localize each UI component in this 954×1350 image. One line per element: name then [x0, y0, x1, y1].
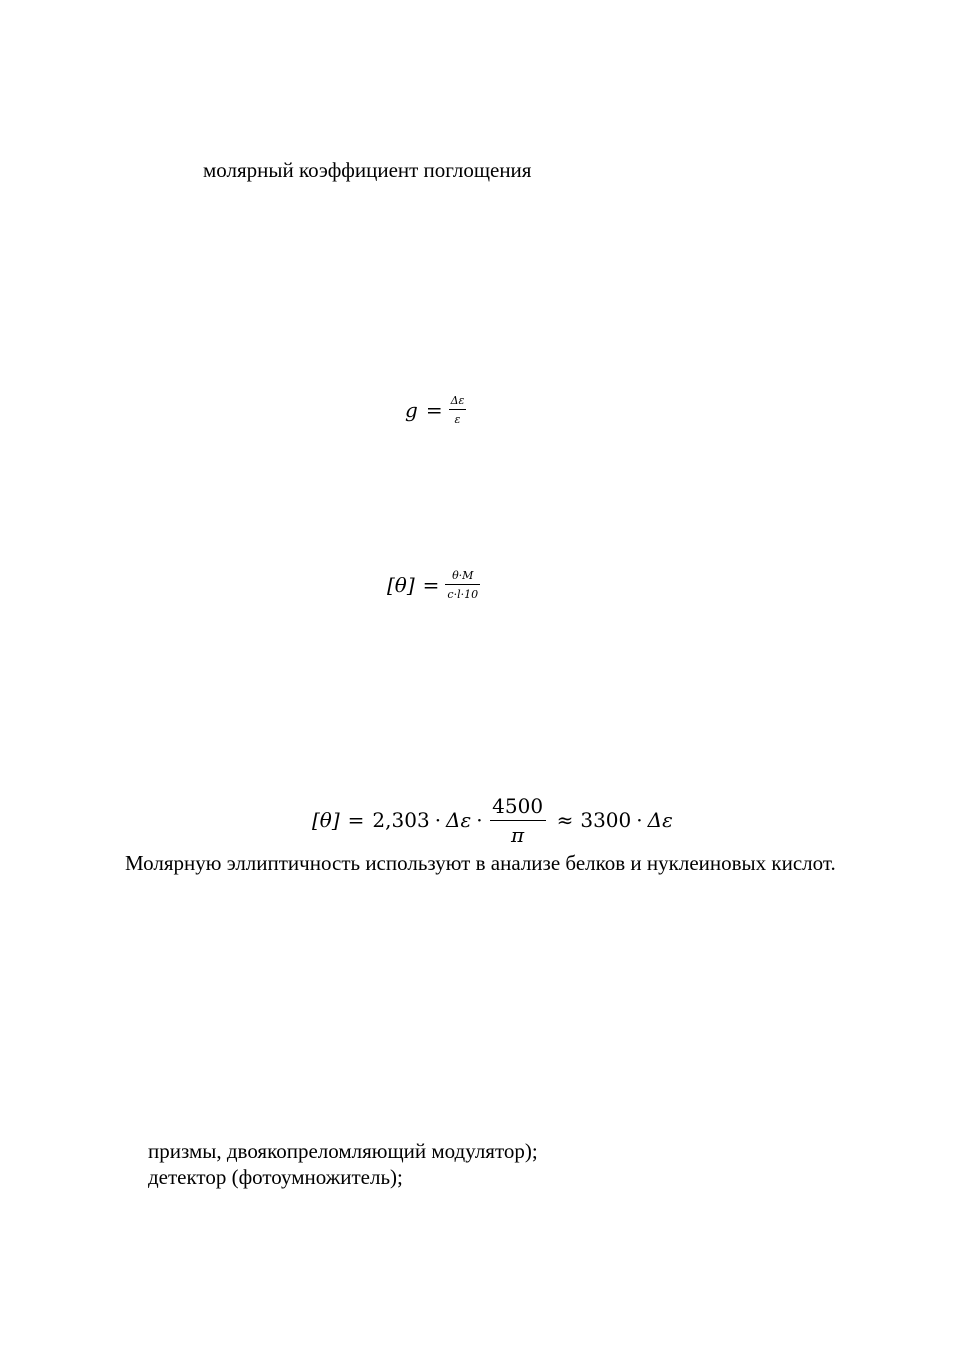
formula-equals: = — [425, 398, 443, 422]
formula-ellipticity-conversion — [312, 790, 673, 850]
formula-dot: · — [434, 808, 442, 832]
fraction-numerator: θ·M — [452, 569, 474, 582]
fraction-numerator: 4500 — [492, 793, 544, 818]
formula-fraction — [490, 793, 546, 847]
text-line-prisms-modulator: призмы, двоякопреломляющий модулятор); — [148, 1139, 538, 1163]
formula-delta-epsilon: Δε — [647, 808, 673, 832]
fraction-denominator: π — [511, 822, 525, 847]
formula-dissymmetry-factor — [405, 388, 466, 432]
formula-molar-ellipticity — [387, 563, 480, 607]
formula-dot: · — [636, 808, 643, 832]
formula-delta-epsilon: Δε — [446, 808, 472, 832]
text-line-molar-absorption: молярный коэффициент поглощения — [203, 158, 532, 182]
formula-fraction — [449, 395, 467, 425]
formula-lhs: g — [405, 398, 418, 422]
fraction-numerator: Δε — [450, 394, 465, 407]
text-line-detector: детектор (фотоумножитель); — [148, 1165, 403, 1189]
formula-lhs: [θ] — [387, 573, 415, 597]
formula-dot: · — [476, 808, 483, 832]
formula-equals: = — [422, 573, 440, 597]
text-line-molar-ellipticity-usage: Молярную эллиптичность используют в анализе белков и нуклеиновых кислот. — [125, 851, 836, 875]
fraction-denominator: c·l·10 — [447, 588, 479, 601]
formula-approx: ≈ — [556, 808, 574, 832]
formula-coefficient-approx: 3300 — [580, 808, 632, 832]
formula-lhs: [θ] — [312, 808, 340, 832]
fraction-denominator: ε — [454, 413, 461, 426]
formula-coefficient: 2,303 — [372, 808, 430, 832]
formula-equals: = — [347, 808, 365, 832]
formula-fraction — [445, 570, 480, 600]
